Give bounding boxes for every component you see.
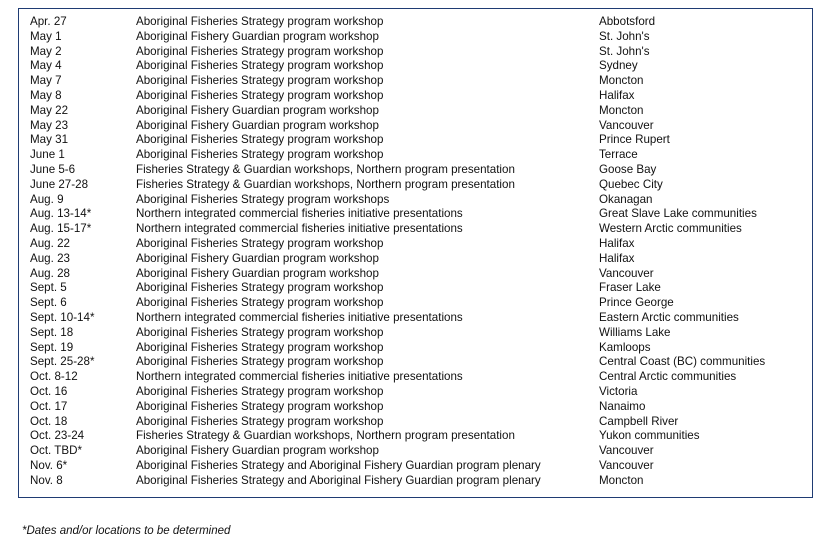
date-cell: June 1 xyxy=(30,148,65,162)
location-cell: Eastern Arctic communities xyxy=(599,310,739,324)
date-cell: May 22 xyxy=(30,103,69,117)
date-cell: Aug. 15-17* xyxy=(30,222,92,236)
location-cell: Terrace xyxy=(599,148,638,162)
date-cell: Oct. 23-24 xyxy=(30,429,85,443)
table-row xyxy=(30,59,800,74)
location-cell: Goose Bay xyxy=(599,162,657,176)
table-row xyxy=(30,15,800,30)
table-row xyxy=(30,385,800,400)
location-cell: Halifax xyxy=(599,251,635,265)
date-cell: May 4 xyxy=(30,59,62,73)
event-cell: Northern integrated commercial fisheries initiative presentations xyxy=(136,207,463,221)
event-cell: Aboriginal Fishery Guardian program workshop xyxy=(136,29,379,43)
event-cell: Northern integrated commercial fisheries initiative presentations xyxy=(136,222,463,236)
table-row xyxy=(30,104,800,119)
date-cell: May 23 xyxy=(30,118,69,132)
date-cell: Oct. 16 xyxy=(30,384,68,398)
table-row xyxy=(30,193,800,208)
event-cell: Northern integrated commercial fisheries initiative presentations xyxy=(136,370,463,384)
table-row xyxy=(30,252,800,267)
location-cell: Quebec City xyxy=(599,177,663,191)
event-cell: Aboriginal Fisheries Strategy program workshop xyxy=(136,384,384,398)
event-cell: Aboriginal Fisheries Strategy program workshop xyxy=(136,133,384,147)
location-cell: Nanaimo xyxy=(599,399,646,413)
table-row xyxy=(30,355,800,370)
date-cell: Apr. 27 xyxy=(30,15,67,28)
location-cell: Central Arctic communities xyxy=(599,370,737,384)
location-cell: Campbell River xyxy=(599,414,679,428)
date-cell: May 2 xyxy=(30,44,62,58)
event-cell: Aboriginal Fisheries Strategy and Aboriginal Fishery Guardian program plenary xyxy=(136,458,541,472)
event-cell: Aboriginal Fisheries Strategy program workshop xyxy=(136,15,384,28)
location-cell: Sydney xyxy=(599,59,638,73)
location-cell: St. John's xyxy=(599,44,650,58)
location-cell: Kamloops xyxy=(599,340,651,354)
table-row xyxy=(30,119,800,134)
table-row xyxy=(30,30,800,45)
date-cell: Aug. 23 xyxy=(30,251,70,265)
event-cell: Fisheries Strategy & Guardian workshops, Northern program presentation xyxy=(136,177,515,191)
date-cell: Oct. 17 xyxy=(30,399,68,413)
schedule-rows xyxy=(30,15,800,489)
table-row xyxy=(30,370,800,385)
table-row xyxy=(30,148,800,163)
table-row xyxy=(30,281,800,296)
table-row xyxy=(30,326,800,341)
date-cell: Oct. 18 xyxy=(30,414,68,428)
event-cell: Aboriginal Fishery Guardian program workshop xyxy=(136,251,379,265)
table-row xyxy=(30,341,800,356)
table-row xyxy=(30,163,800,178)
table-row xyxy=(30,222,800,237)
location-cell: Yukon communities xyxy=(599,429,700,443)
event-cell: Aboriginal Fishery Guardian program workshop xyxy=(136,103,379,117)
table-row xyxy=(30,459,800,474)
event-cell: Aboriginal Fisheries Strategy and Aboriginal Fishery Guardian program plenary xyxy=(136,473,541,487)
event-cell: Aboriginal Fisheries Strategy program workshop xyxy=(136,148,384,162)
event-cell: Aboriginal Fisheries Strategy program workshops xyxy=(136,192,390,206)
date-cell: Aug. 9 xyxy=(30,192,64,206)
date-cell: Aug. 28 xyxy=(30,266,70,280)
event-cell: Aboriginal Fisheries Strategy program workshop xyxy=(136,355,384,369)
date-cell: May 31 xyxy=(30,133,69,147)
location-cell: Great Slave Lake communities xyxy=(599,207,757,221)
event-cell: Aboriginal Fisheries Strategy program workshop xyxy=(136,340,384,354)
table-row xyxy=(30,415,800,430)
table-row xyxy=(30,45,800,60)
table-row xyxy=(30,74,800,89)
location-cell: Central Coast (BC) communities xyxy=(599,355,766,369)
event-cell: Aboriginal Fisheries Strategy program workshop xyxy=(136,399,384,413)
table-row xyxy=(30,207,800,222)
date-cell: June 5-6 xyxy=(30,162,76,176)
date-cell: Oct. 8-12 xyxy=(30,370,78,384)
date-cell: May 1 xyxy=(30,29,62,43)
table-row xyxy=(30,178,800,193)
event-cell: Aboriginal Fisheries Strategy program workshop xyxy=(136,296,384,310)
location-cell: Williams Lake xyxy=(599,325,671,339)
date-cell: Nov. 6* xyxy=(30,458,68,472)
location-cell: Vancouver xyxy=(599,458,654,472)
event-cell: Aboriginal Fisheries Strategy program workshop xyxy=(136,325,384,339)
event-cell: Aboriginal Fisheries Strategy program workshop xyxy=(136,44,384,58)
table-row xyxy=(30,444,800,459)
event-cell: Aboriginal Fisheries Strategy program workshop xyxy=(136,281,384,295)
event-cell: Aboriginal Fisheries Strategy program workshop xyxy=(136,74,384,88)
date-cell: Sept. 6 xyxy=(30,296,67,310)
location-cell: Halifax xyxy=(599,236,635,250)
date-cell: June 27-28 xyxy=(30,177,89,191)
event-cell: Aboriginal Fishery Guardian program workshop xyxy=(136,266,379,280)
schedule-table xyxy=(18,8,813,498)
event-cell: Fisheries Strategy & Guardian workshops, Northern program presentation xyxy=(136,429,515,443)
table-row xyxy=(30,429,800,444)
location-cell: Victoria xyxy=(599,384,638,398)
table-row xyxy=(30,237,800,252)
table-row xyxy=(30,474,800,489)
date-cell: May 7 xyxy=(30,74,62,88)
location-cell: Okanagan xyxy=(599,192,653,206)
date-cell: Sept. 25-28* xyxy=(30,355,95,369)
date-cell: Nov. 8 xyxy=(30,473,63,487)
event-cell: Aboriginal Fisheries Strategy program workshop xyxy=(136,236,384,250)
date-cell: Sept. 5 xyxy=(30,281,67,295)
table-row xyxy=(30,267,800,282)
location-cell: Moncton xyxy=(599,74,644,88)
table-row xyxy=(30,89,800,104)
event-cell: Northern integrated commercial fisheries initiative presentations xyxy=(136,310,463,324)
event-cell: Aboriginal Fisheries Strategy program workshop xyxy=(136,414,384,428)
location-cell: Fraser Lake xyxy=(599,281,661,295)
location-cell: Moncton xyxy=(599,473,644,487)
table-row xyxy=(30,133,800,148)
location-cell: Vancouver xyxy=(599,444,654,458)
table-row xyxy=(30,296,800,311)
location-cell: St. John's xyxy=(599,29,650,43)
date-cell: May 8 xyxy=(30,88,62,102)
date-cell: Oct. TBD* xyxy=(30,444,82,458)
date-cell: Sept. 10-14* xyxy=(30,310,95,324)
location-cell: Vancouver xyxy=(599,266,654,280)
location-cell: Abbotsford xyxy=(599,15,656,28)
event-cell: Aboriginal Fisheries Strategy program workshop xyxy=(136,88,384,102)
location-cell: Halifax xyxy=(599,88,635,102)
table-row xyxy=(30,311,800,326)
location-cell: Prince Rupert xyxy=(599,133,670,147)
table-row xyxy=(30,400,800,415)
footnote: *Dates and/or locations to be determined xyxy=(22,525,231,537)
location-cell: Vancouver xyxy=(599,118,654,132)
location-cell: Moncton xyxy=(599,103,644,117)
location-cell: Western Arctic communities xyxy=(599,222,742,236)
event-cell: Aboriginal Fishery Guardian program workshop xyxy=(136,444,379,458)
date-cell: Sept. 18 xyxy=(30,325,74,339)
event-cell: Aboriginal Fisheries Strategy program workshop xyxy=(136,59,384,73)
event-cell: Fisheries Strategy & Guardian workshops, Northern program presentation xyxy=(136,162,515,176)
date-cell: Aug. 22 xyxy=(30,236,70,250)
event-cell: Aboriginal Fishery Guardian program workshop xyxy=(136,118,379,132)
date-cell: Aug. 13-14* xyxy=(30,207,92,221)
date-cell: Sept. 19 xyxy=(30,340,74,354)
location-cell: Prince George xyxy=(599,296,674,310)
